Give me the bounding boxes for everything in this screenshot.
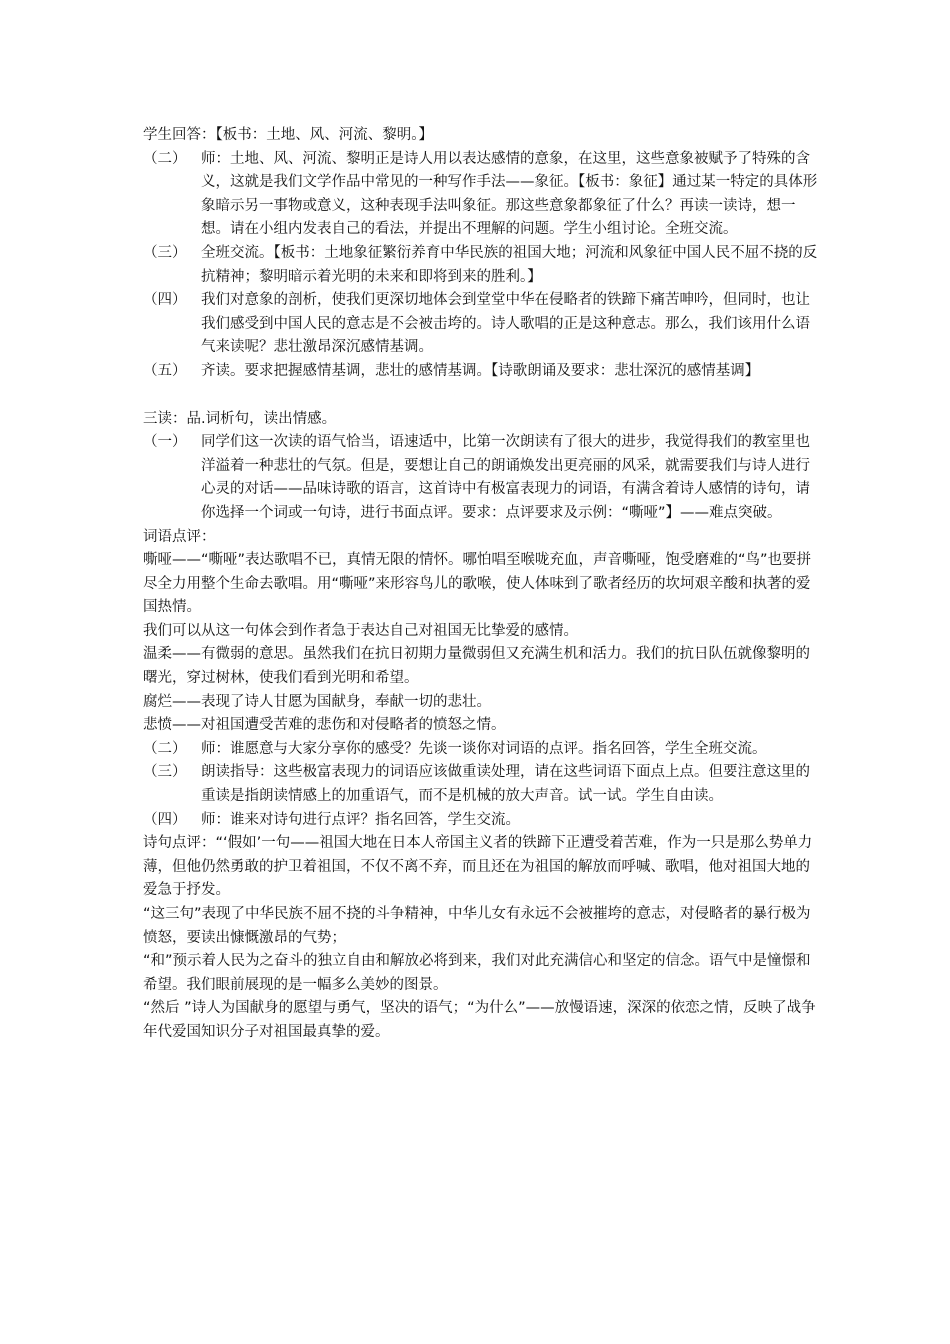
comment-paragraph: 我们可以从这一句体会到作者急于表达自己对祖国无比挚爱的感情。 (143, 622, 578, 639)
list-item (143, 431, 823, 525)
item-number: （四） (143, 292, 187, 309)
item-number: （三） (143, 764, 187, 781)
item-text: 齐读。要求把握感情基调，悲壮的感情基调。【诗歌朗诵及要求：悲壮深沉的感情基调】 (201, 362, 760, 379)
item-text: 师：谁来对诗句进行点评？指名回答，学生交流。 (201, 811, 520, 828)
item-text: 朗读指导：这些极富表现力的词语应该做重读处理，请在这些词语下面点上点。但要注意这里的重读是指朗读情感上的加重语气，而不是机械的放大声音。试一试。学生自由读。 (201, 764, 810, 805)
comment-paragraph: 悲愤——对祖国遭受苦难的悲伤和对侵略者的愤怒之情。 (143, 717, 506, 734)
poem-comment-paragraph: “和”预示着人民为之奋斗的独立自由和解放必将到来，我们对此充满信心和坚定的信念。语气中是憧憬和希望。我们眼前展现的是一幅多么美妙的图景。 (143, 953, 811, 993)
item-text: 同学们这一次读的语气恰当，语速适中，比第一次朗读有了很大的进步，我觉得我们的教室里也洋溢着一种悲壮的气氛。但是，要想让自己的朗诵焕发出更亮丽的风采，就需要我们与诗人进行心灵的对话——品味诗歌的语言，这首诗中有极富表现力的词语，有满含着诗人感情的诗句，请你选择一个词或一句诗，进行书面点评。要求：点评要求及示例：“嘶哑”】——难点突破。 (201, 434, 810, 521)
student-answer-line: 学生回答：【板书：土地、风、河流、黎明。】 (143, 127, 433, 143)
item-text: 师：土地、风、河流、黎明正是诗人用以表达感情的意象，在这里，这些意象被赋予了特殊的含义，这就是我们文学作品中常见的一种写作手法——象征。【板书：象征】通过某一特定的具体形象暗示另一事物或意义，这种表现手法叫象征。那这些意象都象征了什么？再读一读诗，想一想。请在小组内发表自己的看法，并提出不理解的问题。学生小组讨论。全班交流。 (201, 150, 818, 238)
item-number: （二） (143, 150, 187, 167)
list-item (143, 242, 823, 289)
comment-paragraph: 温柔——有微弱的意思。虽然我们在抗日初期力量微弱但又充满生机和活力。我们的抗日队伍就像黎明的曙光，穿过树林，使我们看到光明和希望。 (143, 646, 810, 687)
item-number: （三） (143, 244, 187, 261)
item-text: 全班交流。【板书：土地象征繁衍养育中华民族的祖国大地；河流和风象征中国人民不屈不挠的反抗精神；黎明暗示着光明的未来和即将到来的胜利。】 (201, 244, 818, 285)
list-item (143, 360, 823, 384)
section-heading: 三读：品.词析句，读出情感。 (143, 410, 337, 427)
section-gap (143, 384, 823, 408)
poem-comment-paragraph: “这三句”表现了中华民族不屈不挠的斗争精神，中华儿女有永远不会被摧垮的意志，对侵略者的暴行极为愤怒，要读出慷慨激昂的气势； (143, 906, 811, 946)
item-number: （二） (143, 740, 187, 757)
comment-paragraph: 腐烂——表现了诗人甘愿为国献身，奉献一切的悲壮。 (143, 693, 491, 710)
document-body (143, 124, 823, 1045)
poem-comment-paragraph: “然后 ”诗人为国献身的愿望与勇气，坚决的语气；“为什么”——放慢语速，深深的依恋之情，反映了战争年代爱国知识分子对祖国最真挚的爱。 (143, 1000, 816, 1040)
comment-paragraph: 嘶哑——“嘶哑”表达歌唱不已，真情无限的情怀。哪怕唱至喉咙充血，声音嘶哑，饱受磨难的“鸟”也要拼尽全力用整个生命去歌唱。用“嘶哑”来形容鸟儿的歌喉，使人体味到了歌者经历的坎坷艰辛酸和执著的爱国热情。 (143, 552, 812, 616)
list-item (143, 289, 823, 360)
item-number: （一） (143, 434, 187, 451)
list-item (143, 761, 823, 808)
item-text: 我们对意象的剖析，使我们更深切地体会到堂堂中华在侵略者的铁蹄下痛苦呻吟，但同时，也让我们感受到中国人民的意志是不会被击垮的。诗人歌唱的正是这种意志。那么，我们该用什么语气来读呢？悲壮激昂深沉感情基调。 (201, 292, 810, 356)
item-number: （四） (143, 811, 187, 828)
poem-comment-paragraph: 诗句点评：“‘假如’一句——祖国大地在日本人帝国主义者的铁蹄下正遭受着苦难，作为一只是那么势单力薄，但他仍然勇敢的护卫着祖国，不仅不离不弃，而且还在为祖国的解放而呼喊、歌唱，他对祖国大地的爱急于抒发。 (143, 835, 813, 899)
list-item (143, 148, 823, 242)
item-number: （五） (143, 362, 187, 379)
list-item (143, 738, 823, 762)
list-item (143, 809, 823, 833)
item-text: 师：谁愿意与大家分享你的感受？先谈一谈你对词语的点评。指名回答，学生全班交流。 (201, 740, 767, 757)
word-comment-title: 词语点评： (143, 528, 216, 545)
